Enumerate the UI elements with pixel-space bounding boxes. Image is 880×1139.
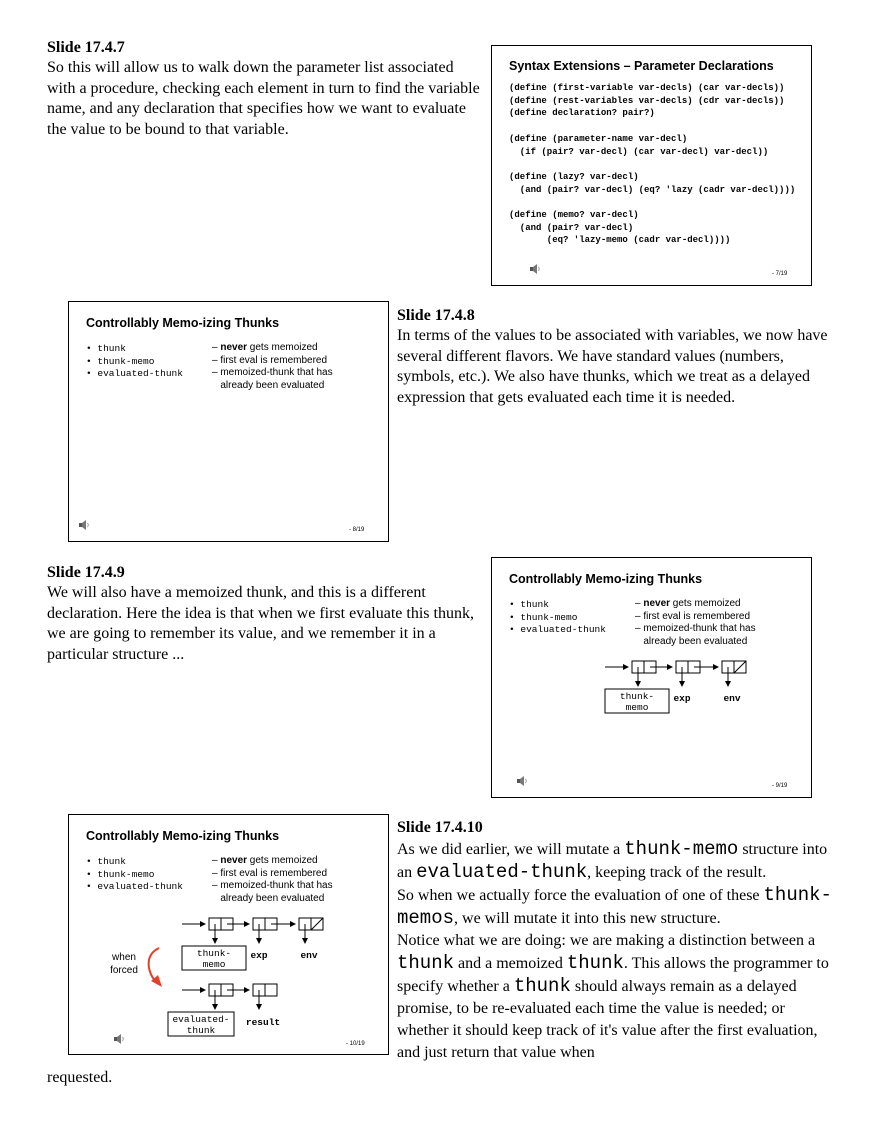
section-heading: Slide 17.4.8 bbox=[397, 307, 475, 324]
thunk-memo-diagram bbox=[492, 558, 813, 799]
thunk-type-list: • thunk • thunk-memo • evaluated-thunk bbox=[86, 343, 183, 379]
paragraph-3-tail: requested. bbox=[47, 1069, 113, 1086]
slide-memo-thunks-3 bbox=[68, 814, 389, 1055]
speaker-icon bbox=[78, 519, 90, 531]
thunk-type-list: • thunk • thunk-memo • evaluated-thunk bbox=[86, 856, 183, 892]
slide-memo-thunks-1 bbox=[68, 301, 389, 542]
thunk-memo-label-2: memo bbox=[625, 702, 649, 713]
paragraph-1: As we did earlier, we will mutate a thunk-memo structure into an evaluated-thunk, keeping track of the result. bbox=[397, 838, 828, 883]
cons-cell-5 bbox=[253, 984, 277, 996]
thunk-type-descriptions: – never gets memoized – first eval is remembered – memoized-thunk that has already been evaluated bbox=[212, 342, 333, 391]
thunk-memo-label-1: thunk- bbox=[619, 691, 655, 702]
thunk-type-list: • thunk • thunk-memo • evaluated-thunk bbox=[509, 599, 606, 635]
section-17-4-7 bbox=[47, 38, 483, 140]
cons-cell-3 bbox=[722, 661, 746, 673]
thunk-type-descriptions: – never gets memoized – first eval is remembered – memoized-thunk that has already been evaluated bbox=[212, 855, 333, 904]
page-number: - 7/19 bbox=[772, 271, 788, 277]
when-forced-label-1: when bbox=[112, 952, 136, 963]
slide-title: Controllably Memo-izing Thunks bbox=[86, 829, 280, 843]
thunk-type-descriptions: – never gets memoized – first eval is remembered – memoized-thunk that has already been evaluated bbox=[635, 598, 756, 647]
cons-cell-3 bbox=[299, 918, 323, 930]
section-17-4-10 bbox=[397, 818, 837, 1064]
page-number: - 10/19 bbox=[346, 1041, 365, 1047]
section-heading: Slide 17.4.10 bbox=[397, 819, 483, 836]
slide-title: Controllably Memo-izing Thunks bbox=[86, 316, 280, 330]
page-number: - 9/19 bbox=[772, 783, 788, 789]
section-17-4-8 bbox=[397, 306, 833, 408]
speaker-icon bbox=[516, 775, 528, 787]
section-17-4-9 bbox=[47, 563, 483, 665]
slide-memo-thunks-2 bbox=[491, 557, 812, 798]
speaker-icon bbox=[529, 263, 541, 275]
section-body: In terms of the values to be associated with variables, we now have several different flavors. We have standard values (numbers, symbols, etc.). We also have thunks, which we treat as a delayed expression that gets evaluated each time it is needed. bbox=[397, 327, 828, 406]
section-heading: Slide 17.4.7 bbox=[47, 39, 125, 56]
code-listing: (define (first-variable var-decls) (car var-decls)) (define (rest-variables var-decls) (cdr var-decls)) (define declaration? pair?) (define (parameter-name var-decl) (if (pair? var-decl) (car var-decl) var-decl)) (define (lazy? var-decl) (and (pair? var-decl) (eq? 'lazy (cadr var-decl)))) (define (memo? var-decl) (and (pair? var-decl) (eq? 'lazy-memo (cadr var-decl)))) bbox=[509, 83, 796, 246]
evaluated-thunk-label-2: thunk bbox=[186, 1025, 216, 1036]
evaluated-thunk-label-1: evaluated- bbox=[172, 1014, 230, 1025]
section-heading: Slide 17.4.9 bbox=[47, 564, 125, 581]
paragraph-3: Notice what we are doing: we are making a distinction between a thunk and a memoized thunk. This allows the programmer to specify whether a thunk should always remain as a delayed promise, to be re-evaluated each time the value is needed; or whether it should keep track of it's value after the first evaluation, and just return that value when bbox=[397, 932, 829, 1061]
slide-title: Controllably Memo-izing Thunks bbox=[509, 572, 703, 586]
speaker-icon bbox=[113, 1033, 125, 1045]
slide-parameter-declarations bbox=[491, 45, 812, 286]
paragraph-2: So when we actually force the evaluation of one of these thunk-memos, we will mutate it into this new structure. bbox=[397, 884, 832, 929]
evaluated-thunk-diagram bbox=[69, 815, 390, 1056]
env-label: env bbox=[300, 950, 318, 961]
thunk-memo-label-2: memo bbox=[202, 959, 226, 970]
exp-label: exp bbox=[673, 693, 691, 704]
page-number: - 8/19 bbox=[349, 527, 365, 533]
slide-title: Syntax Extensions – Parameter Declarations bbox=[509, 59, 774, 73]
result-label: result bbox=[245, 1017, 281, 1028]
exp-label: exp bbox=[250, 950, 268, 961]
section-body: We will also have a memoized thunk, and this is a different declaration. Here the idea is that when we first evaluate this thunk, we are going to remember its value, and we remember it in a particular structure ... bbox=[47, 584, 474, 663]
env-label: env bbox=[723, 693, 741, 704]
section-body: So this will allow us to walk down the parameter list associated with a procedure, checking each element in turn to find the variable name, and any declaration that specifies how we want to evaluate the value to be bound to that variable. bbox=[47, 59, 480, 138]
when-forced-label-2: forced bbox=[110, 965, 138, 976]
thunk-memo-label-1: thunk- bbox=[196, 948, 232, 959]
